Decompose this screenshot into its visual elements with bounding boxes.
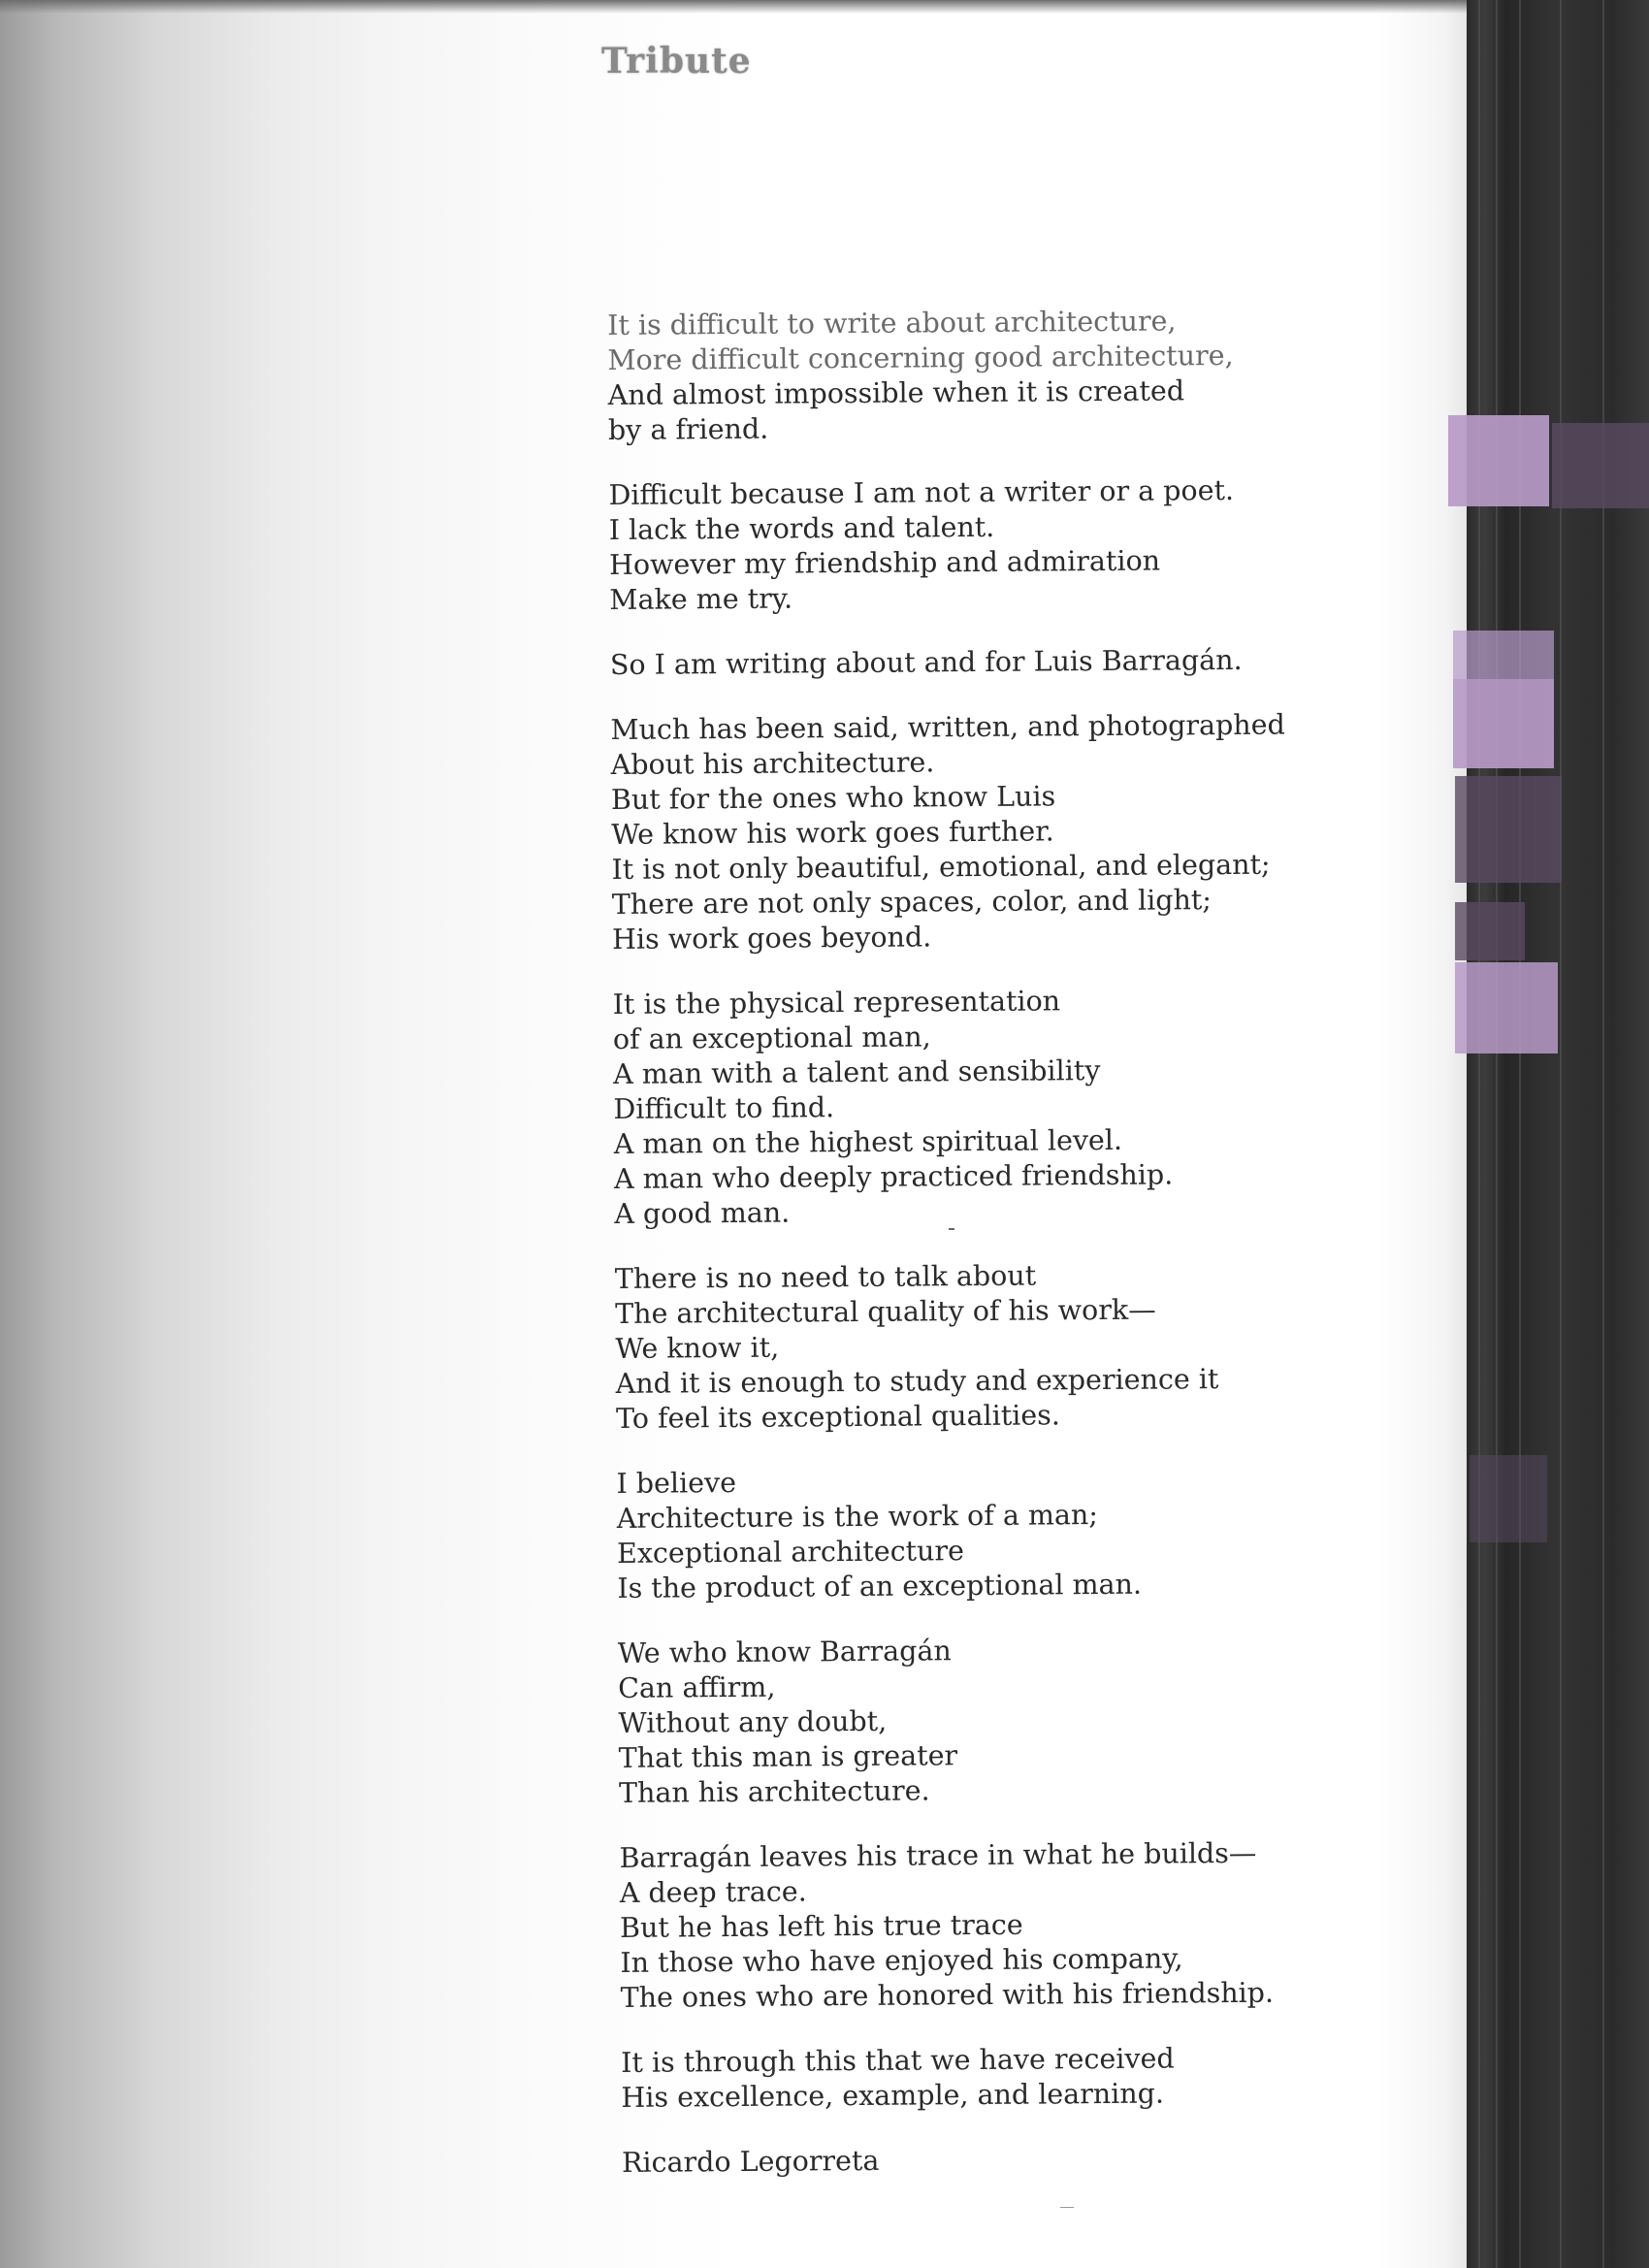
poem-body <box>607 303 1417 2181</box>
stanza <box>607 303 1404 448</box>
poem-line: The architectural quality of his work— <box>615 1293 1156 1330</box>
poem-line: The ones who are honored with his friendship. <box>620 1976 1275 2014</box>
poem-line: We know his work goes further. <box>611 815 1054 851</box>
poem-line: It is difficult to write about architecture, <box>607 305 1177 341</box>
page-edge-line <box>1602 0 1604 2268</box>
poem-line: A good man. <box>614 1196 791 1230</box>
page-edge-line <box>1519 0 1521 2268</box>
poem-line: We who know Barragán <box>617 1635 952 1669</box>
poem-line: It is not only beautiful, emotional, and elegant; <box>611 848 1271 886</box>
page-top-shadow <box>0 0 1470 14</box>
poem-line: To feel its exceptional qualities. <box>615 1399 1061 1435</box>
poem-line: But he has left his true trace <box>619 1908 1023 1944</box>
poem-line: About his architecture. <box>610 746 935 781</box>
sticky-tab-shadow <box>1552 423 1649 508</box>
poem-line: Make me try. <box>609 582 793 616</box>
book-edge <box>1467 0 1649 2268</box>
poem-line: Is the product of an exceptional man. <box>617 1568 1143 1604</box>
poem-line: And almost impossible when it is created <box>607 374 1185 411</box>
stanza <box>616 1461 1412 1606</box>
stanza <box>612 982 1409 1232</box>
stanza <box>610 707 1407 957</box>
page-edge-line <box>1496 0 1498 2268</box>
sticky-tab <box>1448 415 1549 506</box>
poem-line: by a friend. <box>607 412 769 446</box>
page-edge-line <box>1478 0 1480 2268</box>
poem-line: That this man is greater <box>618 1739 958 1774</box>
stanza-list <box>607 303 1417 2116</box>
poem-line: Than his architecture. <box>618 1774 930 1809</box>
poem-line: A man who deeply practiced friendship. <box>613 1158 1174 1195</box>
sticky-tab-shadow <box>1455 902 1525 960</box>
poem-line: Difficult to find. <box>613 1091 835 1125</box>
poem-line: His work goes beyond. <box>611 921 932 956</box>
poem-line: Exceptional architecture <box>616 1535 965 1570</box>
page-edge-line <box>1560 0 1562 2268</box>
poem-line: And it is enough to study and experience it <box>615 1363 1219 1400</box>
poem-line: of an exceptional man, <box>612 1021 931 1055</box>
sticky-tab <box>1453 679 1554 768</box>
stanza <box>610 642 1406 683</box>
poem-line: Architecture is the work of a man; <box>616 1499 1099 1535</box>
poem-line: A deep trace. <box>619 1875 807 1909</box>
stanza <box>608 472 1405 618</box>
page-title: Tribute <box>601 41 752 81</box>
poem-line: I lack the words and talent. <box>608 510 995 546</box>
sticky-tab <box>1455 962 1558 1053</box>
poem-line: A man with a talent and sensibility <box>613 1054 1101 1090</box>
poem-line: But for the ones who know Luis <box>610 780 1056 816</box>
scan-speck <box>1060 2207 1074 2208</box>
sticky-tab-shadow <box>1455 776 1562 883</box>
poem-line: We know it, <box>615 1331 780 1365</box>
poem-line: It is through this that we have received <box>621 2042 1175 2079</box>
poem-line: Can affirm, <box>618 1670 776 1704</box>
sticky-tab-shadow <box>1470 1455 1547 1542</box>
poem-line: His excellence, example, and learning. <box>621 2077 1165 2114</box>
poem-line: Difficult because I am not a writer or a poet. <box>608 473 1235 511</box>
poem-line: In those who have enjoyed his company, <box>620 1942 1183 1979</box>
stanza <box>619 1835 1415 2016</box>
stanza <box>621 2040 1417 2116</box>
poem-line: A man on the highest spiritual level. <box>613 1123 1123 1160</box>
poem-line: There is no need to talk about <box>614 1259 1037 1295</box>
poem-line: There are not only spaces, color, and light; <box>611 884 1212 921</box>
stanza <box>618 1631 1414 1811</box>
poem-line: I believe <box>616 1466 737 1500</box>
sticky-tab <box>1453 631 1554 679</box>
scan-speck <box>949 1228 954 1230</box>
author-signature: Ricardo Legorreta <box>621 2144 880 2179</box>
poem-line: However my friendship and admiration <box>608 544 1161 581</box>
poem-line: Much has been said, written, and photographed <box>610 708 1285 746</box>
stanza <box>615 1256 1411 1437</box>
poem-line: It is the physical representation <box>612 985 1061 1021</box>
poem-line: Barragán leaves his trace in what he builds— <box>619 1836 1257 1874</box>
poem-line: Without any doubt, <box>618 1704 888 1739</box>
poem-line: So I am writing about and for Luis Barragán. <box>609 643 1243 681</box>
poem-line: More difficult concerning good architecture, <box>607 339 1234 376</box>
